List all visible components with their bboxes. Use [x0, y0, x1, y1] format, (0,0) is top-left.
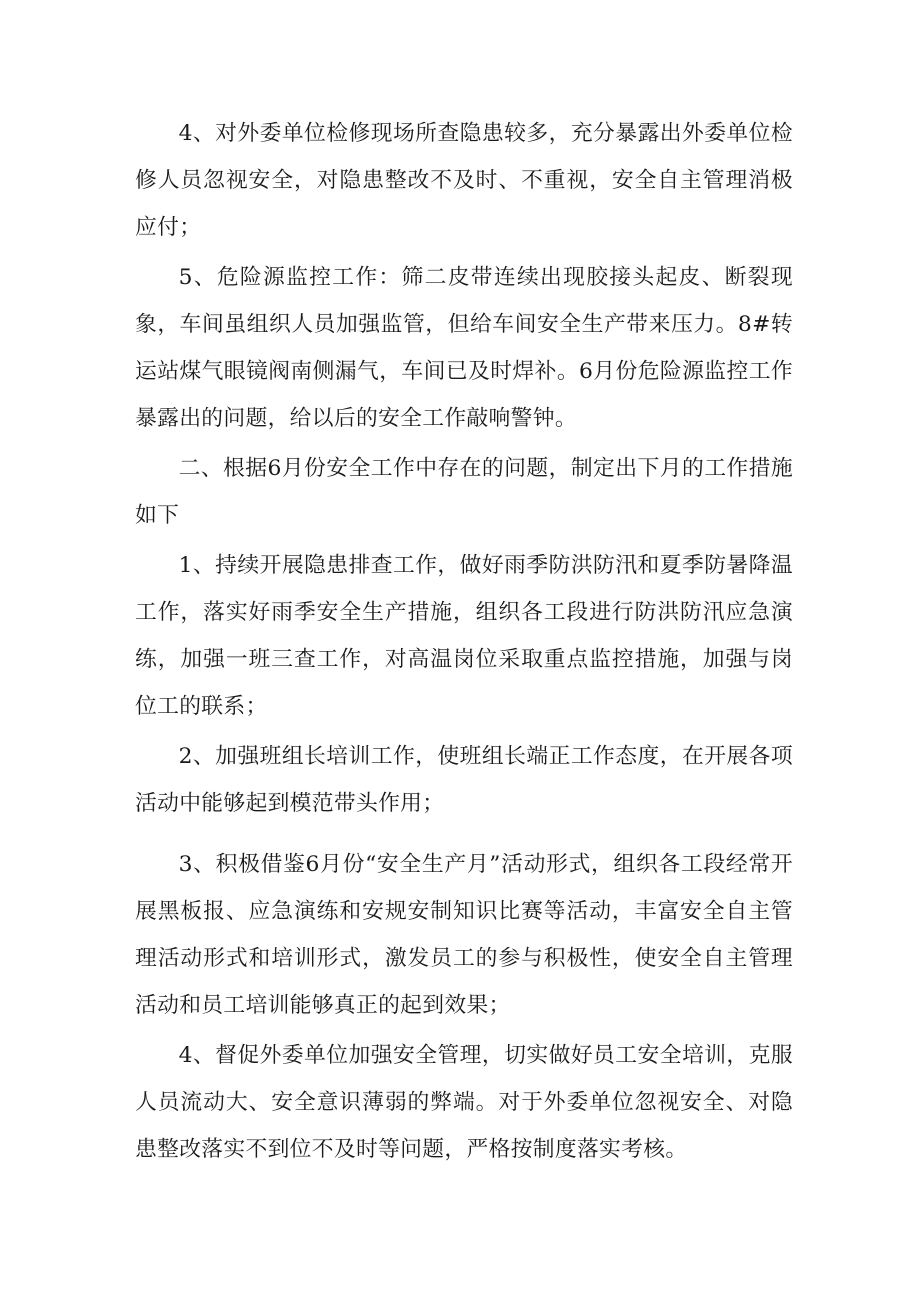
paragraph-measure-4: 4、督促外委单位加强安全管理，切实做好员工安全培训，克服人员流动大、安全意识薄弱的弊端。对于外委单位忽视安全、对隐患整改落实不到位不及时等问题，严格按制度落实考核。 [135, 1043, 793, 1162]
paragraph-measure-3: 3、积极借鉴6月份“安全生产月”活动形式，组织各工段经常开展黑板报、应急演练和安规安制知识比赛等活动，丰富安全自主管理活动形式和培训形式，激发员工的参与积极性，使安全自主管理活动和员工培训能够真正的起到效果； [135, 852, 793, 1018]
document-body [135, 110, 793, 1176]
paragraph-measure-1: 1、持续开展隐患排查工作，做好雨季防洪防汛和夏季防暑降温工作，落实好雨季安全生产措施，组织各工段进行防洪防汛应急演练，加强一班三查工作，对高温岗位采取重点监控措施，加强与岗位工的联系； [135, 553, 793, 719]
paragraph-measure-2: 2、加强班组长培训工作，使班组长端正工作态度，在开展各项活动中能够起到模范带头作用； [135, 744, 793, 816]
paragraph-section-2-heading: 二、根据6月份安全工作中存在的问题，制定出下月的工作措施如下 [135, 456, 793, 528]
paragraph-item-4-outsourced-hazards: 4、对外委单位检修现场所查隐患较多，充分暴露出外委单位检修人员忽视安全，对隐患整改不及时、不重视，安全自主管理消极应付； [135, 121, 793, 240]
paragraph-item-5-hazard-monitoring: 5、危险源监控工作：筛二皮带连续出现胶接头起皮、断裂现象，车间虽组织人员加强监管，但给车间安全生产带来压力。8#转运站煤气眼镜阀南侧漏气，车间已及时焊补。6月份危险源监控工作暴露出的问题，给以后的安全工作敲响警钟。 [135, 265, 793, 431]
